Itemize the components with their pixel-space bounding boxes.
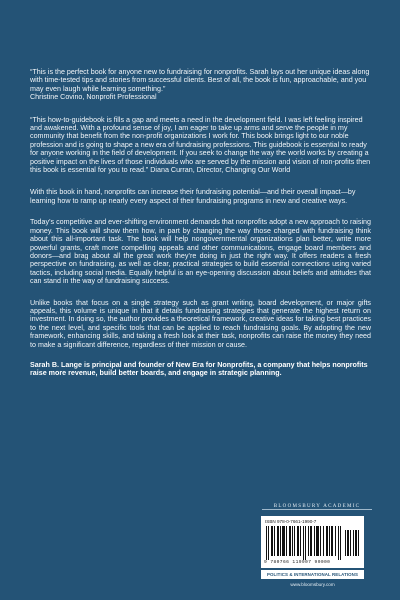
- author-bio: Sarah B. Lange is principal and founder of New Era for Nonprofits, a company that helps nonprofits raise more revenue, build better boards, and engage in strategic planning.: [30, 360, 368, 378]
- publisher-imprint: [262, 504, 372, 509]
- publisher-website: www.bloomsbury.com: [290, 582, 335, 587]
- description-paragraph-1: With this book in hand, nonprofits can increase their fundraising potential—and their overall impact—by learning how to ramp up nearly every aspect of their fundraising programs in new and creative ways.: [30, 188, 356, 205]
- price-code: 90000: [314, 560, 331, 565]
- publisher-name: BLOOMSBURY ACADEMIC: [271, 504, 364, 509]
- barcode-icon: [264, 526, 361, 560]
- publisher-rule: [262, 509, 372, 510]
- isbn-label: ISBN 978-0-7661-1990-7: [265, 519, 317, 524]
- subject-category: POLITICS & INTERNATIONAL RELATIONS: [261, 570, 364, 579]
- barcode-panel: [261, 516, 364, 568]
- description-paragraph-3: Unlike books that focus on a single strategy such as grant writing, board development, or major gifts appeals, this volume is unique in that it details fundraising strategies that generate the highest return on investment. In doing so, the author provides a theoretical framework, creative ideas for taking best practices to the next level, and specific tools that can be applied to reach fundraising goals. By adopting the new framework, enhancing skills, and taking a fresh look at their task, nonprofits can raise the money they need to make a significant difference, regardless of their mission or cause.: [30, 298, 371, 349]
- cover-text: [30, 68, 371, 378]
- quote-2-attribution: Diana Curran, Director, Changing Our World: [150, 166, 291, 175]
- quote-1-text: “This is the perfect book for anyone new to fundraising for nonprofits. Sarah lays out her unique ideas along with time-tested tips and stories from successful clients. Best of all, the book is fun, approachable, and you may even laugh while learning something.”: [30, 68, 370, 93]
- barcode-digits: [264, 560, 330, 565]
- quote-1-attribution: Christine Covino, Nonprofit Professional: [30, 93, 157, 102]
- quote-2-text: “This how-to-guidebook is fills a gap and meets a need in the development field. I was left feeling inspired and awakened. With a profound sense of joy, I am eager to take up arms and serve the people in my community that benefit from the non-profit organizations I work for. This book brings light to our noble profession and is going to shape a new era of fundraising professions. This guidebook is essential to ready for anyone working in the field of development. If you seek to change the way the world works by creating a positive impact on the lives of those individuals who are served by the mission and vision of non-profits then this book is essential for you to read.”: [30, 115, 371, 175]
- endorsement-quote-2: [30, 116, 371, 175]
- endorsement-quote-1: [30, 68, 371, 102]
- barcode-number: 9 780766 119907: [264, 560, 312, 565]
- description-paragraph-2: Today’s competitive and ever-shifting environment demands that nonprofits adopt a new approach to raising money. This book will show them how, in part by changing the way those charged with fundraising think about this all-important task. The book will help nongovernmental organizations plan better, write more powerful grants, craft more compelling appeals and other communications, engage board members and donors—and brag about all the great work they’re doing in just the right way. It offers readers a fresh perspective on fundraising, as well as clear, practical strategies to build essential connections using varied tactics, including social media. Equally helpful is an eye-opening discussion about beliefs and attitudes that can stand in the way of fundraising success.: [30, 218, 371, 286]
